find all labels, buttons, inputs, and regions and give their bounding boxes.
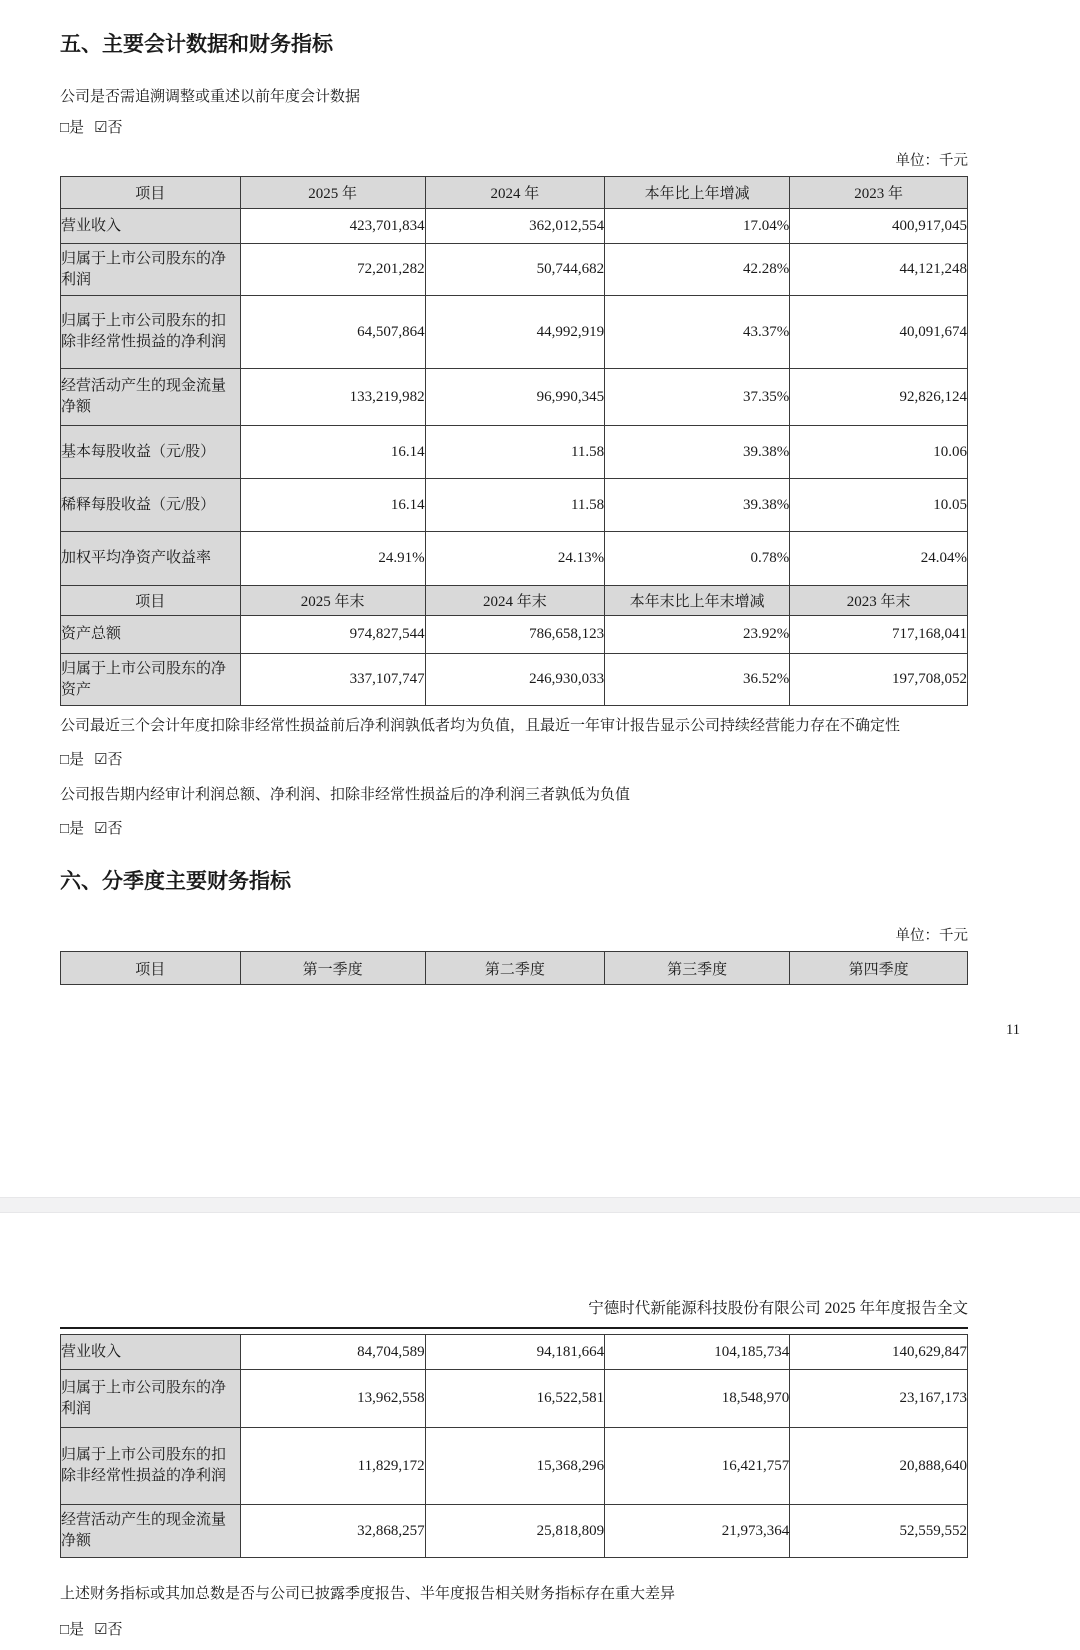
cell-value: 133,219,982 [240, 369, 425, 426]
column-header: 2023 年 [790, 177, 968, 209]
cell-value: 20,888,640 [790, 1428, 968, 1505]
going-concern-checkboxes [60, 749, 968, 771]
cell-value: 18,548,970 [605, 1370, 790, 1428]
cell-value: 10.05 [790, 479, 968, 532]
cell-value: 17.04% [605, 209, 790, 244]
cell-value: 39.38% [605, 479, 790, 532]
checkbox-yes: □是 [60, 752, 85, 768]
column-header: 第二季度 [425, 952, 605, 985]
cell-value: 786,658,123 [425, 616, 605, 654]
cell-value: 24.13% [425, 532, 605, 586]
cell-value: 16,522,581 [425, 1370, 605, 1428]
row-label: 营业收入 [61, 209, 241, 244]
annual-indicators-table [60, 176, 968, 706]
cell-value: 16.14 [240, 426, 425, 479]
cell-value: 23,167,173 [790, 1370, 968, 1428]
column-header: 2023 年末 [790, 586, 968, 616]
column-header: 本年比上年增减 [605, 177, 790, 209]
cell-value: 96,990,345 [425, 369, 605, 426]
cell-value: 39.38% [605, 426, 790, 479]
row-label: 经营活动产生的现金流量净额 [61, 1505, 241, 1558]
checkbox-no: ☑否 [94, 752, 123, 768]
column-header: 第三季度 [605, 952, 790, 985]
cell-value: 337,107,747 [240, 654, 425, 706]
checkbox-yes: □是 [60, 821, 85, 837]
checkbox-no: ☑否 [94, 120, 123, 136]
table-row [61, 1335, 968, 1370]
cell-value: 44,992,919 [425, 296, 605, 369]
unit-label: 单位：千元 [895, 153, 968, 169]
checkbox-yes: □是 [60, 120, 85, 136]
yearend-header-row [61, 586, 968, 616]
cell-value: 64,507,864 [240, 296, 425, 369]
table-row [61, 654, 968, 706]
cell-value: 84,704,589 [240, 1335, 425, 1370]
column-header: 2024 年末 [425, 586, 605, 616]
cell-value: 40,091,674 [790, 296, 968, 369]
cell-value: 11.58 [425, 426, 605, 479]
cell-value: 36.52% [605, 654, 790, 706]
row-label: 归属于上市公司股东的净利润 [61, 1370, 241, 1428]
cell-value: 42.28% [605, 244, 790, 296]
cell-value: 197,708,052 [790, 654, 968, 706]
cell-value: 44,121,248 [790, 244, 968, 296]
column-header: 项目 [61, 177, 241, 209]
difference-checkboxes [60, 1619, 968, 1641]
cell-value: 16,421,757 [605, 1428, 790, 1505]
restate-question: 公司是否需追溯调整或重述以前年度会计数据 [60, 89, 361, 105]
column-header: 第一季度 [240, 952, 425, 985]
difference-note: 上述财务指标或其加总数是否与公司已披露季度报告、半年度报告相关财务指标存在重大差异 [60, 1586, 676, 1602]
checkbox-no: ☑否 [94, 1622, 123, 1638]
table-row [61, 616, 968, 654]
table-row [61, 479, 968, 532]
row-label: 加权平均净资产收益率 [61, 532, 241, 586]
cell-value: 37.35% [605, 369, 790, 426]
cell-value: 23.92% [605, 616, 790, 654]
quarterly-header-row [61, 952, 968, 985]
table-row [61, 532, 968, 586]
cell-value: 13,962,558 [240, 1370, 425, 1428]
table-row [61, 244, 968, 296]
cell-value: 11.58 [425, 479, 605, 532]
column-header: 2025 年末 [240, 586, 425, 616]
cell-value: 15,368,296 [425, 1428, 605, 1505]
checkbox-yes: □是 [60, 1622, 85, 1638]
row-label: 营业收入 [61, 1335, 241, 1370]
row-label: 基本每股收益（元/股） [61, 426, 241, 479]
table-row [61, 369, 968, 426]
quarterly-indicators-table-header [60, 951, 968, 985]
cell-value: 423,701,834 [240, 209, 425, 244]
cell-value: 246,930,033 [425, 654, 605, 706]
table-row [61, 426, 968, 479]
page-number: 11 [1006, 1022, 1020, 1038]
cell-value: 94,181,664 [425, 1335, 605, 1370]
cell-value: 24.91% [240, 532, 425, 586]
cell-value: 11,829,172 [240, 1428, 425, 1505]
cell-value: 32,868,257 [240, 1505, 425, 1558]
cell-value: 104,185,734 [605, 1335, 790, 1370]
report-running-header: 宁德时代新能源科技股份有限公司 2025 年年度报告全文 [60, 1213, 968, 1329]
page-separator [0, 1197, 1080, 1213]
cell-value: 52,559,552 [790, 1505, 968, 1558]
report-page-12 [0, 1213, 1080, 1650]
column-header: 第四季度 [790, 952, 968, 985]
table-row [61, 1428, 968, 1505]
section5-heading: 五、主要会计数据和财务指标 [60, 33, 333, 56]
unit-label: 单位：千元 [895, 928, 968, 944]
row-label: 归属于上市公司股东的扣除非经常性损益的净利润 [61, 1428, 241, 1505]
cell-value: 25,818,809 [425, 1505, 605, 1558]
cell-value: 362,012,554 [425, 209, 605, 244]
restate-checkboxes [60, 117, 968, 139]
cell-value: 16.14 [240, 479, 425, 532]
cell-value: 717,168,041 [790, 616, 968, 654]
cell-value: 21,973,364 [605, 1505, 790, 1558]
row-label: 资产总额 [61, 616, 241, 654]
cell-value: 400,917,045 [790, 209, 968, 244]
row-label: 归属于上市公司股东的净利润 [61, 244, 241, 296]
column-header: 2024 年 [425, 177, 605, 209]
annual-header-row [61, 177, 968, 209]
cell-value: 0.78% [605, 532, 790, 586]
audited-profit-note: 公司报告期内经审计利润总额、净利润、扣除非经常性损益后的净利润三者孰低为负值 [60, 787, 631, 803]
table-row [61, 1370, 968, 1428]
row-label: 归属于上市公司股东的扣除非经常性损益的净利润 [61, 296, 241, 369]
column-header: 项目 [61, 952, 241, 985]
audited-profit-checkboxes [60, 818, 968, 840]
table-row [61, 1505, 968, 1558]
cell-value: 24.04% [790, 532, 968, 586]
checkbox-no: ☑否 [94, 821, 123, 837]
cell-value: 10.06 [790, 426, 968, 479]
cell-value: 50,744,682 [425, 244, 605, 296]
cell-value: 140,629,847 [790, 1335, 968, 1370]
column-header: 本年末比上年末增减 [605, 586, 790, 616]
going-concern-note: 公司最近三个会计年度扣除非经常性损益前后净利润孰低者均为负值，且最近一年审计报告显示公司持续经营能力存在不确定性 [60, 718, 901, 734]
section6-heading: 六、分季度主要财务指标 [60, 870, 291, 893]
cell-value: 92,826,124 [790, 369, 968, 426]
row-label: 归属于上市公司股东的净资产 [61, 654, 241, 706]
row-label: 稀释每股收益（元/股） [61, 479, 241, 532]
quarterly-indicators-table [60, 1334, 968, 1558]
cell-value: 72,201,282 [240, 244, 425, 296]
row-label: 经营活动产生的现金流量净额 [61, 369, 241, 426]
cell-value: 974,827,544 [240, 616, 425, 654]
table-row [61, 296, 968, 369]
cell-value: 43.37% [605, 296, 790, 369]
table-row [61, 209, 968, 244]
column-header: 2025 年 [240, 177, 425, 209]
column-header: 项目 [61, 586, 241, 616]
